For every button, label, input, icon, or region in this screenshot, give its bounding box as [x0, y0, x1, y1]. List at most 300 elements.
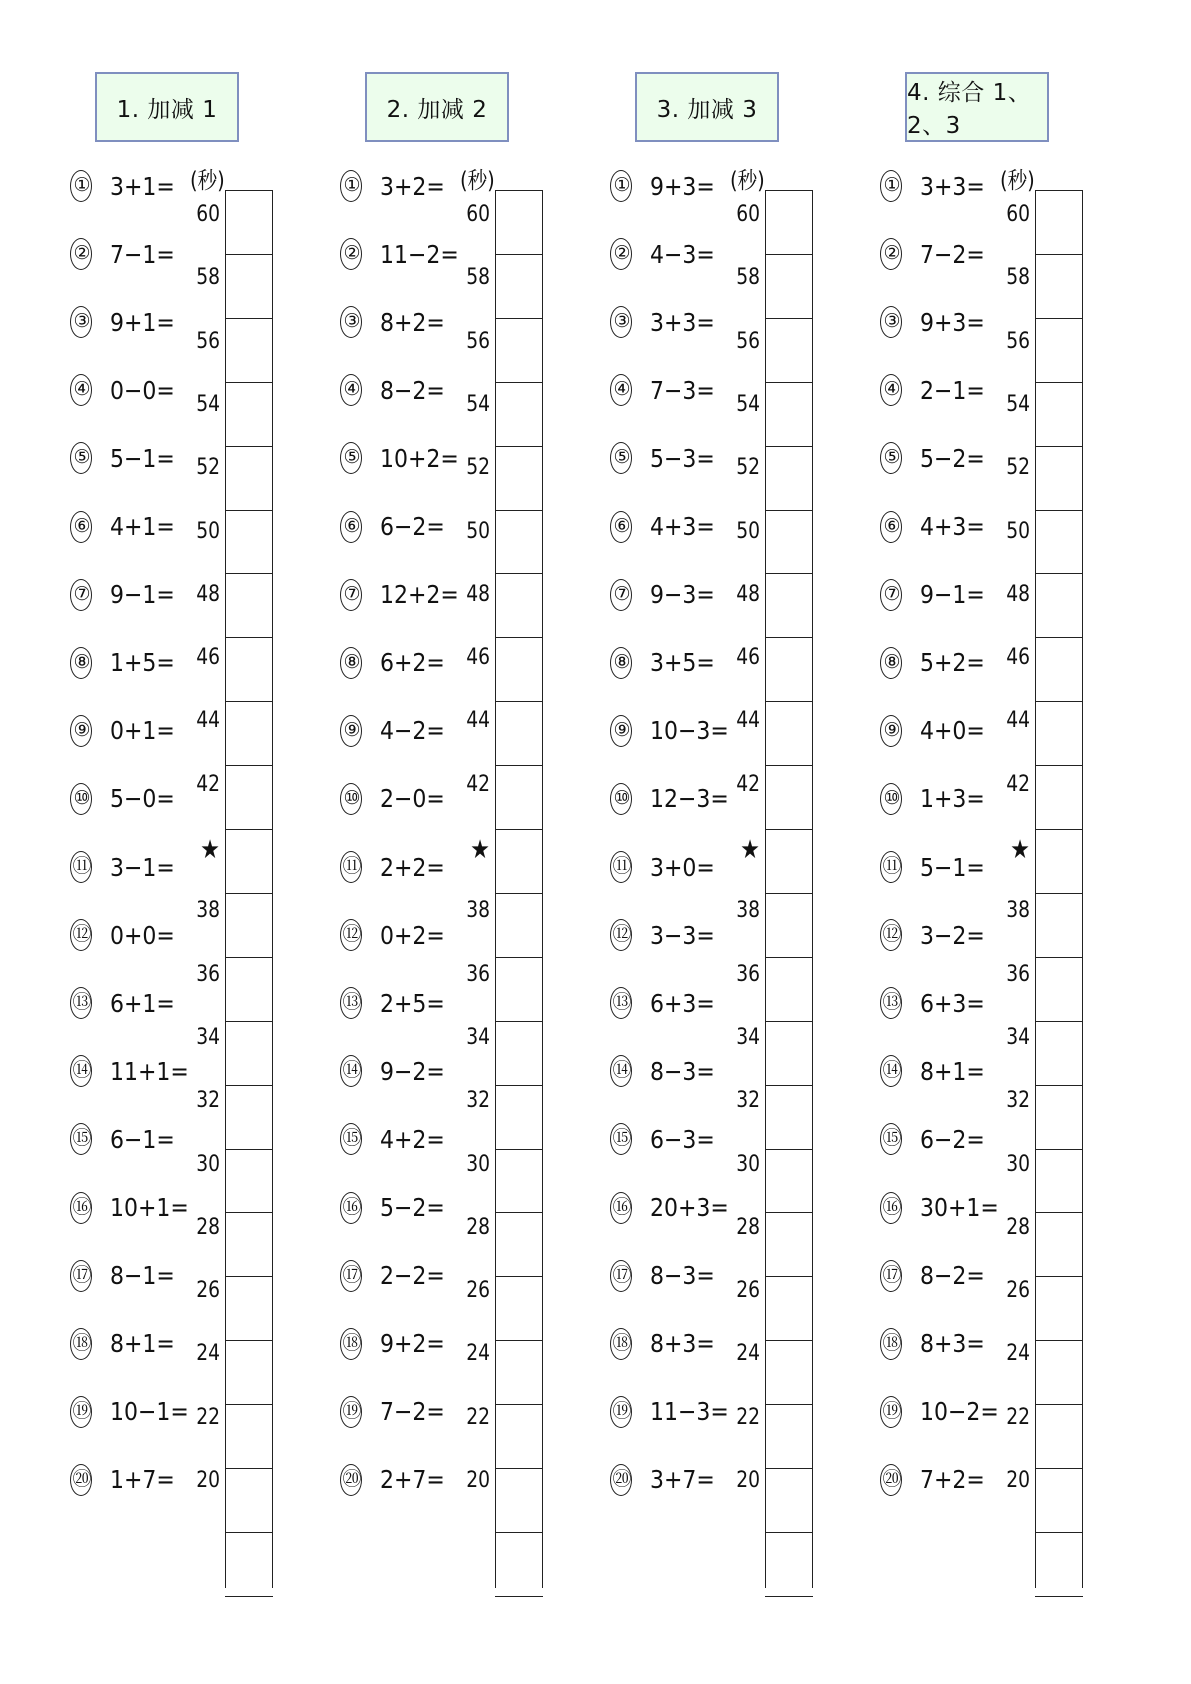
problem-number: ⑦: [340, 579, 362, 611]
time-tick-label: 24: [196, 1341, 220, 1367]
time-tick-label: 46: [466, 645, 490, 671]
problem-expression: 3+1=: [110, 171, 175, 201]
problem-expression: 4−2=: [380, 716, 445, 746]
problem-row: [70, 302, 175, 342]
timing-row-line: [495, 1596, 543, 1597]
problem-number: ⑩: [610, 783, 632, 815]
timing-row-line: [1035, 1340, 1083, 1341]
problem-expression: 6+1=: [110, 988, 175, 1018]
timing-row-line: [765, 573, 813, 574]
timing-row-line: [1035, 1149, 1083, 1150]
problem-expression: 8−2=: [920, 1261, 985, 1291]
problem-expression: 5+2=: [920, 648, 985, 678]
problem-number: ①: [610, 170, 632, 202]
problem-row: [880, 166, 985, 206]
problem-row: [340, 166, 445, 206]
problem-expression: 9+2=: [380, 1329, 445, 1359]
time-tick-label: 36: [196, 961, 220, 987]
problem-expression: 2+7=: [380, 1465, 445, 1495]
problem-number: ④: [880, 374, 902, 406]
time-tick-label: 30: [196, 1151, 220, 1177]
timing-row-line: [495, 318, 543, 319]
timing-row-line: [225, 1404, 273, 1405]
problem-row: [70, 234, 175, 274]
problem-number: ⑧: [70, 647, 92, 679]
problem-expression: 8+2=: [380, 307, 445, 337]
time-tick-label: 60: [196, 202, 220, 227]
problem-row: [880, 438, 985, 478]
star-marker: ★: [200, 835, 220, 865]
problem-row: [70, 1256, 175, 1296]
problem-expression: 6−2=: [380, 512, 445, 541]
time-tick-label: 58: [466, 265, 490, 291]
problem-number: ⑨: [610, 715, 632, 747]
sheet-title: 1. 加减 1: [95, 72, 239, 142]
timing-row-line: [225, 190, 273, 191]
timing-row-line: [765, 382, 813, 383]
problem-row: [880, 779, 985, 819]
problem-row: [70, 507, 175, 547]
problem-number: ⑧: [340, 647, 362, 679]
problem-row: [340, 1256, 445, 1296]
timing-row-line: [1035, 1468, 1083, 1469]
problem-row: [610, 847, 715, 887]
problem-number: ⑲: [340, 1396, 362, 1428]
time-tick-label: 58: [196, 265, 220, 291]
problem-row: [340, 1119, 445, 1159]
sheet-title: 2. 加减 2: [365, 72, 509, 142]
sheet-title: 3. 加减 3: [635, 72, 779, 142]
timing-row-line: [225, 1149, 273, 1150]
problem-row: [70, 643, 175, 683]
time-tick-label: 60: [466, 202, 490, 227]
time-tick-label: 54: [1006, 391, 1030, 417]
problem-number: ⑪: [880, 851, 902, 883]
problem-row: [610, 234, 715, 274]
timing-row-line: [1035, 1276, 1083, 1277]
problem-expression: 6−2=: [920, 1124, 985, 1154]
problem-number: ⑤: [610, 442, 632, 474]
problem-expression: 7−1=: [110, 239, 175, 269]
problem-expression: 10−3=: [650, 716, 729, 746]
problem-row: [880, 234, 985, 274]
time-tick-label: 38: [1006, 898, 1030, 924]
problem-row: [70, 915, 175, 955]
problem-row: [70, 983, 175, 1023]
timing-row-line: [225, 446, 273, 447]
problem-expression: 9+3=: [650, 171, 715, 201]
problem-expression: 12+2=: [380, 580, 459, 610]
problem-expression: 2+5=: [380, 988, 445, 1018]
time-tick-label: 56: [196, 328, 220, 354]
problem-expression: 10+1=: [110, 1193, 189, 1222]
time-tick-label: 20: [196, 1468, 220, 1493]
time-tick-label: 34: [466, 1024, 490, 1050]
timing-row-line: [1035, 957, 1083, 958]
problem-expression: 30+1=: [920, 1193, 999, 1222]
problem-number: ⑱: [610, 1328, 632, 1360]
problem-row: [70, 1324, 175, 1364]
problem-number: ⑮: [340, 1123, 362, 1155]
timing-row-line: [495, 1149, 543, 1150]
problem-row: [610, 575, 715, 615]
timing-row-line: [765, 1340, 813, 1341]
time-tick-label: 38: [196, 898, 220, 924]
problem-number: ⑥: [70, 511, 92, 543]
problem-expression: 8+3=: [920, 1329, 985, 1359]
time-tick-label: 60: [736, 202, 760, 227]
timing-row-line: [495, 765, 543, 766]
problem-expression: 4+1=: [110, 512, 175, 541]
time-tick-label: 50: [1006, 518, 1030, 544]
problem-number: ②: [70, 238, 92, 270]
timing-row-line: [765, 510, 813, 511]
problem-row: [340, 915, 445, 955]
timing-row-line: [225, 1468, 273, 1469]
problem-number: ⑧: [610, 647, 632, 679]
problem-row: [610, 1324, 715, 1364]
problem-number: ⑪: [340, 851, 362, 883]
timing-row-line: [495, 1532, 543, 1533]
time-tick-label: 50: [196, 518, 220, 544]
problem-expression: 4−3=: [650, 239, 715, 269]
time-tick-label: 44: [196, 708, 220, 734]
timing-row-line: [225, 1276, 273, 1277]
problem-number: ⑩: [340, 783, 362, 815]
problem-row: [340, 507, 445, 547]
problem-row: [70, 847, 175, 887]
timing-row-line: [225, 1596, 273, 1597]
timing-row-line: [225, 573, 273, 574]
problem-row: [880, 847, 985, 887]
timing-row-line: [225, 254, 273, 255]
timing-row-line: [225, 1212, 273, 1213]
problem-row: [880, 1119, 985, 1159]
time-tick-label: 34: [736, 1024, 760, 1050]
timing-row-line: [765, 701, 813, 702]
problem-expression: 6+2=: [380, 648, 445, 678]
timing-row-line: [1035, 318, 1083, 319]
problem-expression: 6+3=: [920, 988, 985, 1018]
timing-row-line: [1035, 1085, 1083, 1086]
problem-number: ②: [610, 238, 632, 270]
timing-row-line: [765, 637, 813, 638]
problem-number: ⑦: [70, 579, 92, 611]
problem-row: [880, 1324, 985, 1364]
problem-expression: 20+3=: [650, 1193, 729, 1222]
problem-number: ⑯: [70, 1192, 92, 1224]
problem-row: [340, 643, 445, 683]
timing-row-line: [495, 957, 543, 958]
problem-row: [610, 1256, 715, 1296]
time-tick-label: 20: [466, 1468, 490, 1493]
problem-expression: 0+2=: [380, 920, 445, 950]
time-tick-label: 30: [736, 1151, 760, 1177]
problem-row: [610, 438, 715, 478]
time-tick-label: 22: [1006, 1404, 1030, 1430]
problem-number: ③: [340, 306, 362, 338]
problem-expression: 12−3=: [650, 784, 729, 814]
time-tick-label: 22: [196, 1404, 220, 1430]
problem-expression: 7−2=: [380, 1397, 445, 1427]
problem-number: ⑱: [70, 1328, 92, 1360]
problem-number: ⑬: [340, 987, 362, 1019]
timing-row-line: [495, 1404, 543, 1405]
timing-column: [495, 190, 543, 1588]
timing-row-line: [1035, 701, 1083, 702]
timing-row-line: [765, 1085, 813, 1086]
time-tick-label: 34: [1006, 1024, 1030, 1050]
problem-expression: 3+0=: [650, 852, 715, 882]
problem-number: ⑲: [610, 1396, 632, 1428]
timing-row-line: [1035, 765, 1083, 766]
seconds-unit-label: (秒): [1000, 168, 1035, 194]
problem-expression: 6+3=: [650, 988, 715, 1018]
problem-expression: 7−3=: [650, 375, 715, 405]
problem-row: [880, 915, 985, 955]
problem-number: ④: [70, 374, 92, 406]
timing-row-line: [225, 1085, 273, 1086]
problem-number: ⑬: [880, 987, 902, 1019]
problem-number: ⑬: [70, 987, 92, 1019]
timing-row-line: [225, 957, 273, 958]
problem-row: [610, 643, 715, 683]
problem-expression: 8+1=: [110, 1329, 175, 1359]
timing-row-line: [765, 1532, 813, 1533]
problem-number: ⑮: [70, 1123, 92, 1155]
timing-row-line: [765, 190, 813, 191]
problem-expression: 5−2=: [920, 443, 985, 473]
timing-row-line: [495, 510, 543, 511]
problem-row: [880, 1051, 985, 1091]
star-marker: ★: [1010, 835, 1030, 865]
problem-row: [70, 166, 175, 206]
time-tick-label: 44: [1006, 708, 1030, 734]
timing-row-line: [225, 893, 273, 894]
problem-expression: 4+2=: [380, 1124, 445, 1154]
problem-expression: 9−1=: [920, 580, 985, 610]
timing-row-line: [1035, 446, 1083, 447]
problem-expression: 2−2=: [380, 1261, 445, 1291]
timing-row-line: [495, 1276, 543, 1277]
time-tick-label: 36: [466, 961, 490, 987]
problem-row: [880, 983, 985, 1023]
time-tick-label: 56: [1006, 328, 1030, 354]
problem-expression: 8−2=: [380, 375, 445, 405]
problem-number: ③: [610, 306, 632, 338]
problem-number: ⑫: [70, 919, 92, 951]
problem-expression: 5−2=: [380, 1193, 445, 1222]
timing-row-line: [495, 573, 543, 574]
problem-expression: 7−2=: [920, 239, 985, 269]
timing-row-line: [1035, 893, 1083, 894]
problem-number: ③: [70, 306, 92, 338]
problem-row: [340, 779, 445, 819]
time-tick-label: 26: [1006, 1278, 1030, 1304]
timing-row-line: [1035, 510, 1083, 511]
problem-row: [610, 370, 715, 410]
seconds-unit-label: (秒): [460, 168, 495, 194]
time-tick-label: 38: [736, 898, 760, 924]
problem-expression: 9−3=: [650, 580, 715, 610]
problem-row: [340, 847, 445, 887]
timing-row-line: [1035, 1021, 1083, 1022]
problem-number: ⑳: [340, 1464, 362, 1496]
timing-row-line: [1035, 573, 1083, 574]
timing-row-line: [225, 382, 273, 383]
time-tick-label: 52: [736, 455, 760, 481]
timing-row-line: [495, 1468, 543, 1469]
timing-row-line: [495, 1340, 543, 1341]
timing-row-line: [765, 893, 813, 894]
problem-number: ⑭: [340, 1055, 362, 1087]
time-tick-label: 32: [736, 1088, 760, 1114]
problem-row: [340, 711, 445, 751]
problem-number: ⑱: [880, 1328, 902, 1360]
problem-row: [610, 1460, 715, 1500]
problem-number: ⑨: [70, 715, 92, 747]
time-tick-label: 24: [1006, 1341, 1030, 1367]
problem-expression: 1+5=: [110, 648, 175, 678]
problem-number: ⑰: [610, 1260, 632, 1292]
timing-row-line: [225, 1340, 273, 1341]
problem-expression: 8−3=: [650, 1261, 715, 1291]
problem-number: ⑪: [610, 851, 632, 883]
problem-row: [880, 302, 985, 342]
problem-row: [610, 302, 715, 342]
time-tick-label: 32: [196, 1088, 220, 1114]
timing-row-line: [1035, 829, 1083, 830]
time-tick-label: 46: [736, 645, 760, 671]
star-marker: ★: [470, 835, 490, 865]
time-tick-label: 20: [1006, 1468, 1030, 1493]
problem-row: [610, 915, 715, 955]
timing-row-line: [765, 254, 813, 255]
problem-number: ②: [880, 238, 902, 270]
problem-row: [70, 779, 175, 819]
problem-number: ①: [880, 170, 902, 202]
problem-row: [340, 234, 459, 274]
time-tick-label: 60: [1006, 202, 1030, 227]
timing-row-line: [225, 765, 273, 766]
problem-expression: 10−1=: [110, 1397, 189, 1427]
problem-row: [340, 1460, 445, 1500]
problem-expression: 11−2=: [380, 239, 459, 269]
problem-number: ⑦: [880, 579, 902, 611]
problem-row: [880, 1460, 985, 1500]
timing-row-line: [495, 701, 543, 702]
time-tick-label: 38: [466, 898, 490, 924]
time-tick-label: 32: [466, 1088, 490, 1114]
problem-row: [880, 643, 985, 683]
timing-row-line: [765, 1149, 813, 1150]
timing-row-line: [765, 1596, 813, 1597]
problem-number: ⑯: [610, 1192, 632, 1224]
time-tick-label: 36: [736, 961, 760, 987]
timing-row-line: [225, 637, 273, 638]
timing-row-line: [495, 190, 543, 191]
timing-row-line: [1035, 190, 1083, 191]
problem-number: ⑲: [70, 1396, 92, 1428]
time-tick-label: 48: [1006, 581, 1030, 607]
time-tick-label: 28: [1006, 1214, 1030, 1240]
problem-number: ⑱: [340, 1328, 362, 1360]
problem-expression: 7+2=: [920, 1465, 985, 1495]
timing-row-line: [495, 382, 543, 383]
problem-row: [880, 575, 985, 615]
problem-number: ②: [340, 238, 362, 270]
problem-row: [880, 711, 985, 751]
problem-number: ⑮: [610, 1123, 632, 1155]
problem-expression: 6−1=: [110, 1124, 175, 1154]
time-tick-label: 46: [1006, 645, 1030, 671]
problem-row: [880, 1256, 985, 1296]
timing-row-line: [1035, 382, 1083, 383]
timing-row-line: [1035, 1404, 1083, 1405]
timing-column: [765, 190, 813, 1588]
problem-expression: 3−2=: [920, 920, 985, 950]
problem-row: [70, 711, 175, 751]
problem-expression: 0+0=: [110, 920, 175, 950]
timing-row-line: [765, 765, 813, 766]
problem-row: [610, 166, 715, 206]
timing-row-line: [1035, 1212, 1083, 1213]
timing-row-line: [765, 829, 813, 830]
problem-row: [880, 370, 985, 410]
timing-row-line: [225, 318, 273, 319]
time-tick-label: 30: [1006, 1151, 1030, 1177]
problem-expression: 4+3=: [920, 512, 985, 541]
problem-number: ⑨: [880, 715, 902, 747]
problem-expression: 8+3=: [650, 1329, 715, 1359]
problem-row: [70, 1051, 189, 1091]
problem-expression: 3+3=: [650, 307, 715, 337]
problem-row: [340, 1392, 445, 1432]
problem-expression: 5−1=: [110, 443, 175, 473]
time-tick-label: 28: [736, 1214, 760, 1240]
problem-row: [880, 507, 985, 547]
problem-expression: 10−2=: [920, 1397, 999, 1427]
problem-number: ⑥: [610, 511, 632, 543]
problem-number: ⑮: [880, 1123, 902, 1155]
problem-number: ⑳: [610, 1464, 632, 1496]
time-tick-label: 30: [466, 1151, 490, 1177]
problem-expression: 3+7=: [650, 1465, 715, 1495]
problem-row: [880, 1188, 999, 1228]
time-tick-label: 52: [1006, 455, 1030, 481]
problem-expression: 3+2=: [380, 171, 445, 201]
problem-expression: 5−0=: [110, 784, 175, 814]
problem-row: [70, 1460, 175, 1500]
timing-row-line: [1035, 1596, 1083, 1597]
problem-expression: 9−1=: [110, 580, 175, 610]
timing-row-line: [225, 829, 273, 830]
problem-number: ⑫: [340, 919, 362, 951]
problem-number: ⑲: [880, 1396, 902, 1428]
problem-row: [340, 575, 459, 615]
problem-number: ⑭: [880, 1055, 902, 1087]
time-tick-label: 32: [1006, 1088, 1030, 1114]
problem-row: [610, 1392, 729, 1432]
time-tick-label: 54: [466, 391, 490, 417]
problem-row: [610, 507, 715, 547]
time-tick-label: 54: [196, 391, 220, 417]
problem-row: [610, 1051, 715, 1091]
problem-number: ⑳: [70, 1464, 92, 1496]
problem-expression: 9+3=: [920, 307, 985, 337]
problem-number: ⑥: [880, 511, 902, 543]
problem-expression: 8−1=: [110, 1261, 175, 1291]
